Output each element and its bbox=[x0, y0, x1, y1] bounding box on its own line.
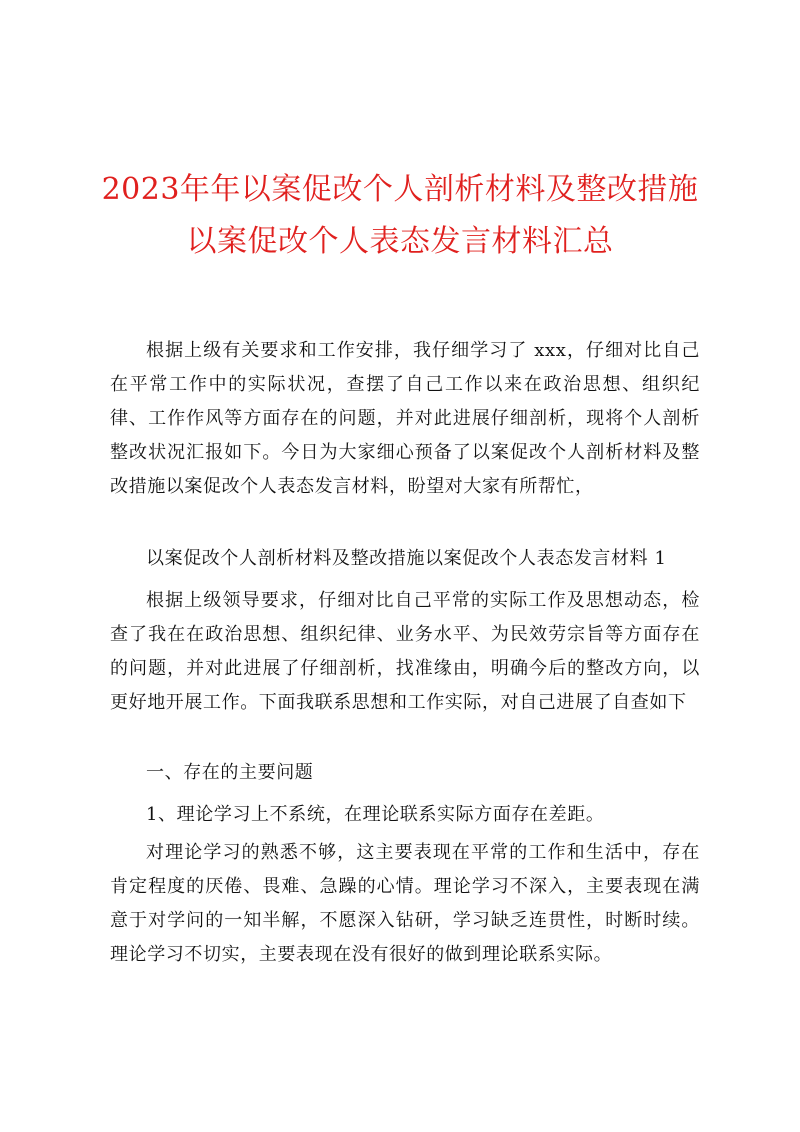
paragraph: 1、理论学习上不系统，在理论联系实际方面存在差距。 bbox=[146, 804, 605, 825]
paragraph-requirements bbox=[110, 584, 700, 720]
paragraph-intro bbox=[110, 334, 700, 504]
paragraph-main-problems bbox=[110, 756, 700, 790]
paragraph-theory-details bbox=[110, 836, 700, 972]
paragraph: 对理论学习的熟悉不够，这主要表现在平常的工作和生活中，存在肯定程度的厌倦、畏难、急躁的心情。理论学习不深入，主要表现在满意于对学问的一知半解，不愿深入钻研，学习缺乏连贯性，时断时续。理论学习不切实，主要表现在没有很好的做到理论联系实际。 bbox=[110, 842, 700, 965]
paragraph: 一、存在的主要问题 bbox=[146, 762, 314, 783]
paragraph: 根据上级有关要求和工作安排，我仔细学习了 xxx，仔细对比自己在平常工作中的实际状况，查摆了自己工作以来在政治思想、组织纪律、工作作风等方面存在的问题，并对此进展仔细剖析，现将个人剖析整改状况汇报如下。今日为大家细心预备了以案促改个人剖析材料及整改措施以案促改个人表态发言材料，盼望对大家有所帮忙， bbox=[110, 340, 700, 497]
paragraph-section-heading bbox=[110, 542, 700, 576]
paragraph-theory-study bbox=[110, 798, 700, 832]
paragraph: 根据上级领导要求，仔细对比自己平常的实际工作及思想动态，检查了我在在政治思想、组织纪律、业务水平、为民效劳宗旨等方面存在的问题，并对此进展了仔细剖析，找准缘由，明确今后的整改方向，以更好地开展工作。下面我联系思想和工作实际，对自己进展了自查如下 bbox=[110, 590, 700, 713]
document-title-line-1: 2023年年以案促改个人剖析材料及整改措施 bbox=[101, 172, 699, 207]
document-title-line-2: 以案促改个人表态发言材料汇总 bbox=[186, 224, 614, 259]
paragraph: 以案促改个人剖析材料及整改措施以案促改个人表态发言材料 1 bbox=[146, 548, 667, 569]
